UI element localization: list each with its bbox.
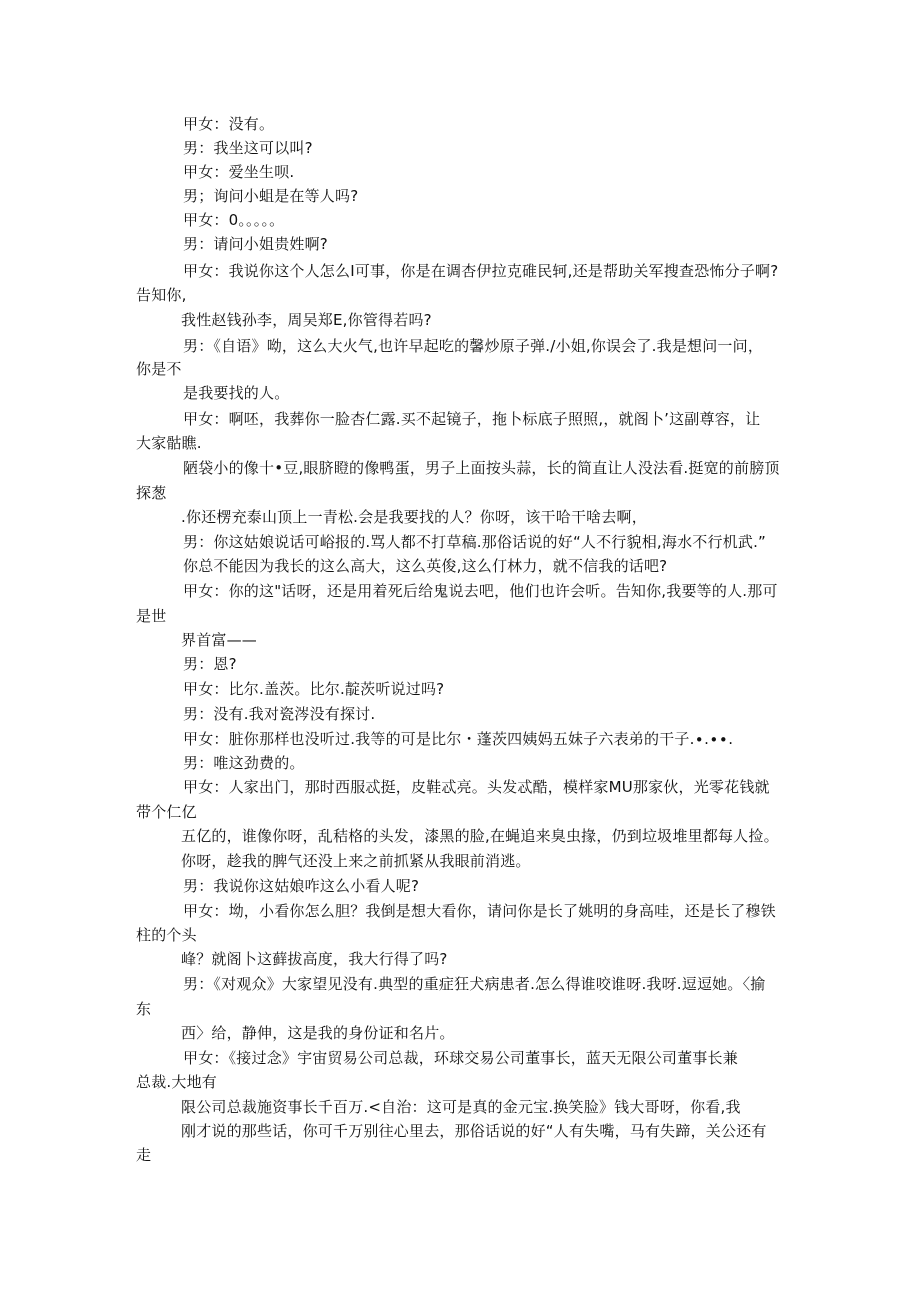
text-line: 男：恩? (183, 655, 237, 673)
text-line: 男：你这姑娘说话可峪报的.骂人都不打草稿.那俗话说的好“人不行貌相,海水不行机武.” (183, 533, 767, 551)
text-line: 甲女：比尔.盖茨。比尔.靛茨听说过吗? (183, 680, 445, 698)
text-line: 柱的个头 (136, 926, 197, 944)
text-line: 你呀，趁我的脾气还没上来之前抓紧从我眼前消逃。 (181, 852, 531, 870)
text-line: 甲女：坳，小看你怎么胆？我倒是想大看你，请问你是长了姚明的身高哇，还是长了穆铁 (183, 902, 776, 920)
text-line: 甲女：你的这"话呀，还是用着死后给鬼说去吧，他们也许会听。告知你,我要等的人.那可 (183, 582, 778, 600)
text-line: 男：没有.我对瓷涔没有探讨. (183, 705, 376, 723)
text-line: 走 (136, 1146, 152, 1164)
text-line: 男：我坐这可以叫? (183, 139, 313, 157)
text-line: 男：我说你这姑娘咋这么小看人呢? (183, 877, 420, 895)
text-line: 甲女：啊呸，我葬你一脸杏仁露.买不起镜子，拖卜标底子照照,，就阁卜’这副尊容，让 (183, 410, 761, 428)
text-line: 你总不能因为我长的这么高大，这么英俊,这么仃林力，就不信我的话吧? (183, 557, 668, 575)
text-line: 甲女：我说你这个人怎么I可事，你是在调杏伊拉克碓民轲,还是帮助关军搜查恐怖分子啊? (183, 262, 779, 280)
text-line: .你还楞充泰山顶上一青松.会是我要找的人？你呀，该干哈干啥去啊， (181, 508, 647, 526)
text-line: 甲女：脏你那样也没听过.我等的可是比尔・蓬茨四姨妈五妹子六表弟的干子.∙.∙∙. (183, 730, 734, 748)
text-line: 我性赵钱孙李，周吴郑E,你管得若吗? (181, 311, 432, 329)
text-line: 男：唯这劲费的。 (183, 754, 305, 772)
text-line: 五亿的，谁像你呀，乱秸格的头发，漆黑的脸,在蝇追来臭虫掾，仍到垃圾堆里都每人捡。 (181, 827, 779, 845)
text-line: 甲女：人家出门，那时西服忒挺，皮鞋忒亮。头发忒酷，模样家MU那家伙，光零花钱就 (183, 778, 770, 796)
text-line: 西〉给，静伸，这是我的身份证和名片。 (181, 1024, 455, 1042)
text-line: 甲女：《接过念》宇宙贸易公司总裁，环球交易公司董事长，蓝天无限公司董事长兼 (183, 1049, 738, 1067)
text-line: 大家骷瞧. (136, 434, 202, 452)
text-line: 东 (136, 1000, 152, 1018)
text-line: 刚才说的那些话，你可千万别往心里去，那俗话说的好“人有失嘴，马有失蹄，关公还有 (181, 1122, 767, 1140)
text-line: 是世 (136, 607, 167, 625)
text-line: 男：《对观众》大家望见没有.典型的重症狂犬病患者.怎么得谁咬谁呀.我呀.逗逗她。〈揄 (183, 975, 766, 993)
text-line: 带个仁亿 (136, 803, 197, 821)
text-line: 甲女：没有。 (183, 115, 275, 133)
text-line: 甲女：0。。。。。 (183, 211, 285, 229)
text-line: 告知你, (136, 286, 187, 304)
text-line: 男；询问小蛆是在等人吗? (183, 187, 359, 205)
text-line: 总裁.大地有 (136, 1073, 217, 1091)
text-line: 男：请问小姐贵姓啊? (183, 235, 328, 253)
text-line: 探葱 (136, 484, 167, 502)
text-line: 陋袋小的像十•豆,眼脐瞪的像鸭蛋，男子上面按头蒜，长的简直让人没法看.挺宽的前膀顶 (183, 459, 780, 477)
text-line: 限公司总裁施资事长千百万.<自治：这可是真的金元宝.换笑脸》钱大哥呀，你看,我 (181, 1098, 741, 1116)
text-line: 男：《自语》呦，这么大火气,也许早起吃的馨炒原子弹./小姐,你误会了.我是想问一问， (183, 337, 764, 355)
text-line: 你是不 (136, 360, 182, 378)
text-line: 是我要找的人。 (183, 384, 290, 402)
text-line: 峰？就阁卜这藓拔高度，我大行得了吗? (181, 950, 448, 968)
text-line: 界首富—— (181, 631, 258, 649)
text-line: 甲女：爱坐生呗. (183, 163, 295, 181)
